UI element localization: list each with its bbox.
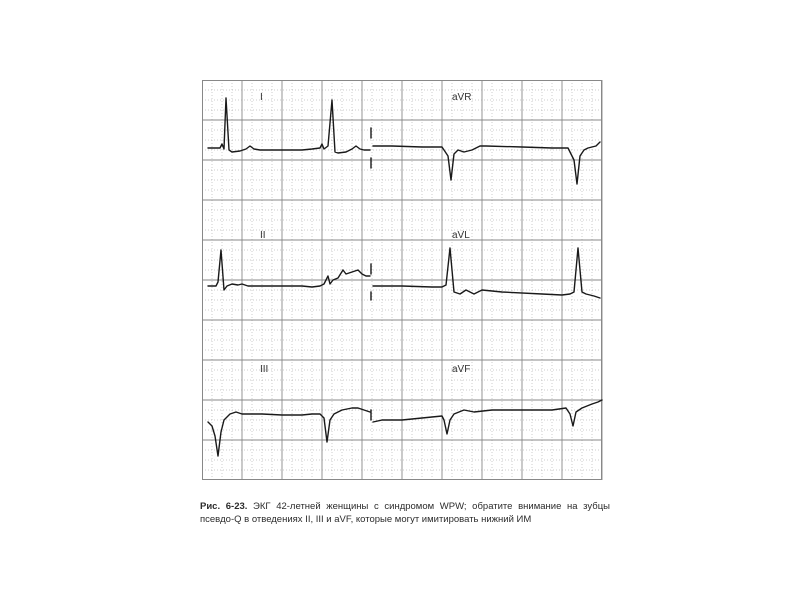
caption-text: ЭКГ 42-летней женщины с синдромом WPW; обратите внимание на зубцы псевдо-Q в отведениях II, III и aVF, которые могут имитировать нижний ИМ: [200, 501, 610, 525]
ecg-grid: [202, 80, 604, 480]
caption-label: Рис. 6-23.: [200, 501, 248, 512]
trace-lead-III: [208, 408, 370, 456]
trace-lead-aVF: [373, 400, 602, 434]
trace-lead-aVL: [373, 248, 600, 298]
lead-label-III: III: [260, 364, 269, 375]
lead-label-aVF: aVF: [452, 364, 471, 375]
figure-caption: [200, 500, 610, 526]
trace-lead-I: [208, 98, 370, 153]
lead-label-II: II: [260, 230, 266, 241]
lead-label-aVL: aVL: [452, 230, 470, 241]
ecg-figure: [202, 80, 604, 480]
trace-lead-aVR: [373, 142, 600, 184]
lead-label-I: I: [260, 92, 263, 103]
lead-label-aVR: aVR: [452, 92, 472, 103]
